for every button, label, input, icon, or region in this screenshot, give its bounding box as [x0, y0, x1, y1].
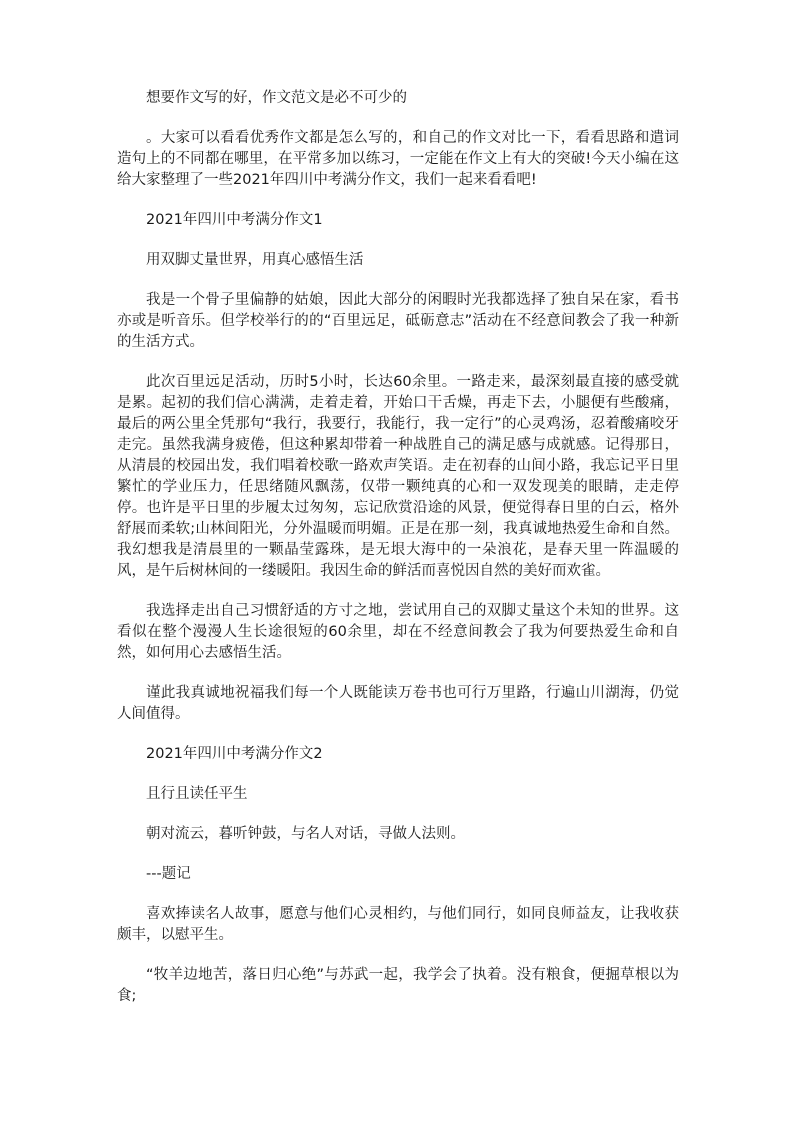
- document-body: [117, 88, 679, 1026]
- essay-1-title: 用双脚丈量世界，用真心感悟生活: [146, 252, 364, 268]
- essay-1-heading: 2021年四川中考满分作文1: [146, 212, 323, 228]
- essay-2-title: 且行且读任平生: [146, 786, 248, 802]
- intro-paragraph: 。大家可以看看优秀作文都是怎么写的，和自己的作文对比一下，看看思路和遣词造句上的不同都在哪里，在平常多加以练习，一定能在作文上有大的突破!今天小编在这给大家整理了一些2021年四川中考满分作文，我们一起来看看吧!: [117, 130, 679, 188]
- essay-1-paragraph: 我是一个骨子里偏静的姑娘，因此大部分的闲暇时光我都选择了独自呆在家，看书亦或是听音乐。但学校举行的的“百里远足，砥砺意志”活动在不经意间教会了我一种新的生活方式。: [117, 292, 679, 350]
- essay-1-paragraph: 我选择走出自己习惯舒适的方寸之地，尝试用自己的双脚丈量这个未知的世界。这看似在整个漫漫人生长途很短的60余里，却在不经意间教会了我为何要热爱生命和自然，如何用心去感悟生活。: [117, 603, 679, 661]
- essay-2-paragraph: “牧羊边地苦，落日归心绝”与苏武一起，我学会了执着。没有粮食，便掘草根以为食;: [117, 967, 679, 1004]
- essay-2-epigraph: 朝对流云，暮听钟鼓，与名人对话，寻做人法则。: [146, 826, 465, 842]
- essay-2-heading: 2021年四川中考满分作文2: [146, 746, 323, 762]
- essay-1-paragraph: 谨此我真诚地祝福我们每一个人既能读万卷书也可行万里路，行遍山川湖海，仍觉人间值得。: [117, 685, 679, 722]
- essay-2-epigraph-attribution: ---题记: [146, 866, 191, 882]
- intro-line: 想要作文写的好，作文范文是必不可少的: [146, 90, 407, 106]
- essay-2-paragraph: 喜欢捧读名人故事，愿意与他们心灵相约，与他们同行，如同良师益友，让我收获颇丰，以慰平生。: [117, 906, 679, 943]
- essay-1-paragraph: 此次百里远足活动，历时5小时，长达60余里。一路走来，最深刻最直接的感受就是累。起初的我们信心满满，走着走着，开始口干舌燥，再走下去，小腿便有些酸痛，最后的两公里全凭那句“我行，我要行，我能行，我一定行”的心灵鸡汤，忍着酸痛咬牙走完。虽然我满身疲倦，但这种累却带着一种战胜自己的满足感与成就感。记得那日，从清晨的校园出发，我们唱着校歌一路欢声笑语。走在初春的山间小路，我忘记平日里繁忙的学业压力，任思绪随风飘荡，仅带一颗纯真的心和一双发现美的眼睛，走走停停。也许是平日里的步履太过匆匆，忘记欣赏沿途的风景，便觉得春日里的白云，格外舒展而柔软;山林间阳光，分外温暖而明媚。正是在那一刻，我真诚地热爱生命和自然。我幻想我是清晨里的一颗晶莹露珠，是无垠大海中的一朵浪花，是春天里一阵温暖的风，是午后树林间的一缕暖阳。我因生命的鲜活而喜悦因自然的美好而欢雀。: [117, 374, 679, 579]
